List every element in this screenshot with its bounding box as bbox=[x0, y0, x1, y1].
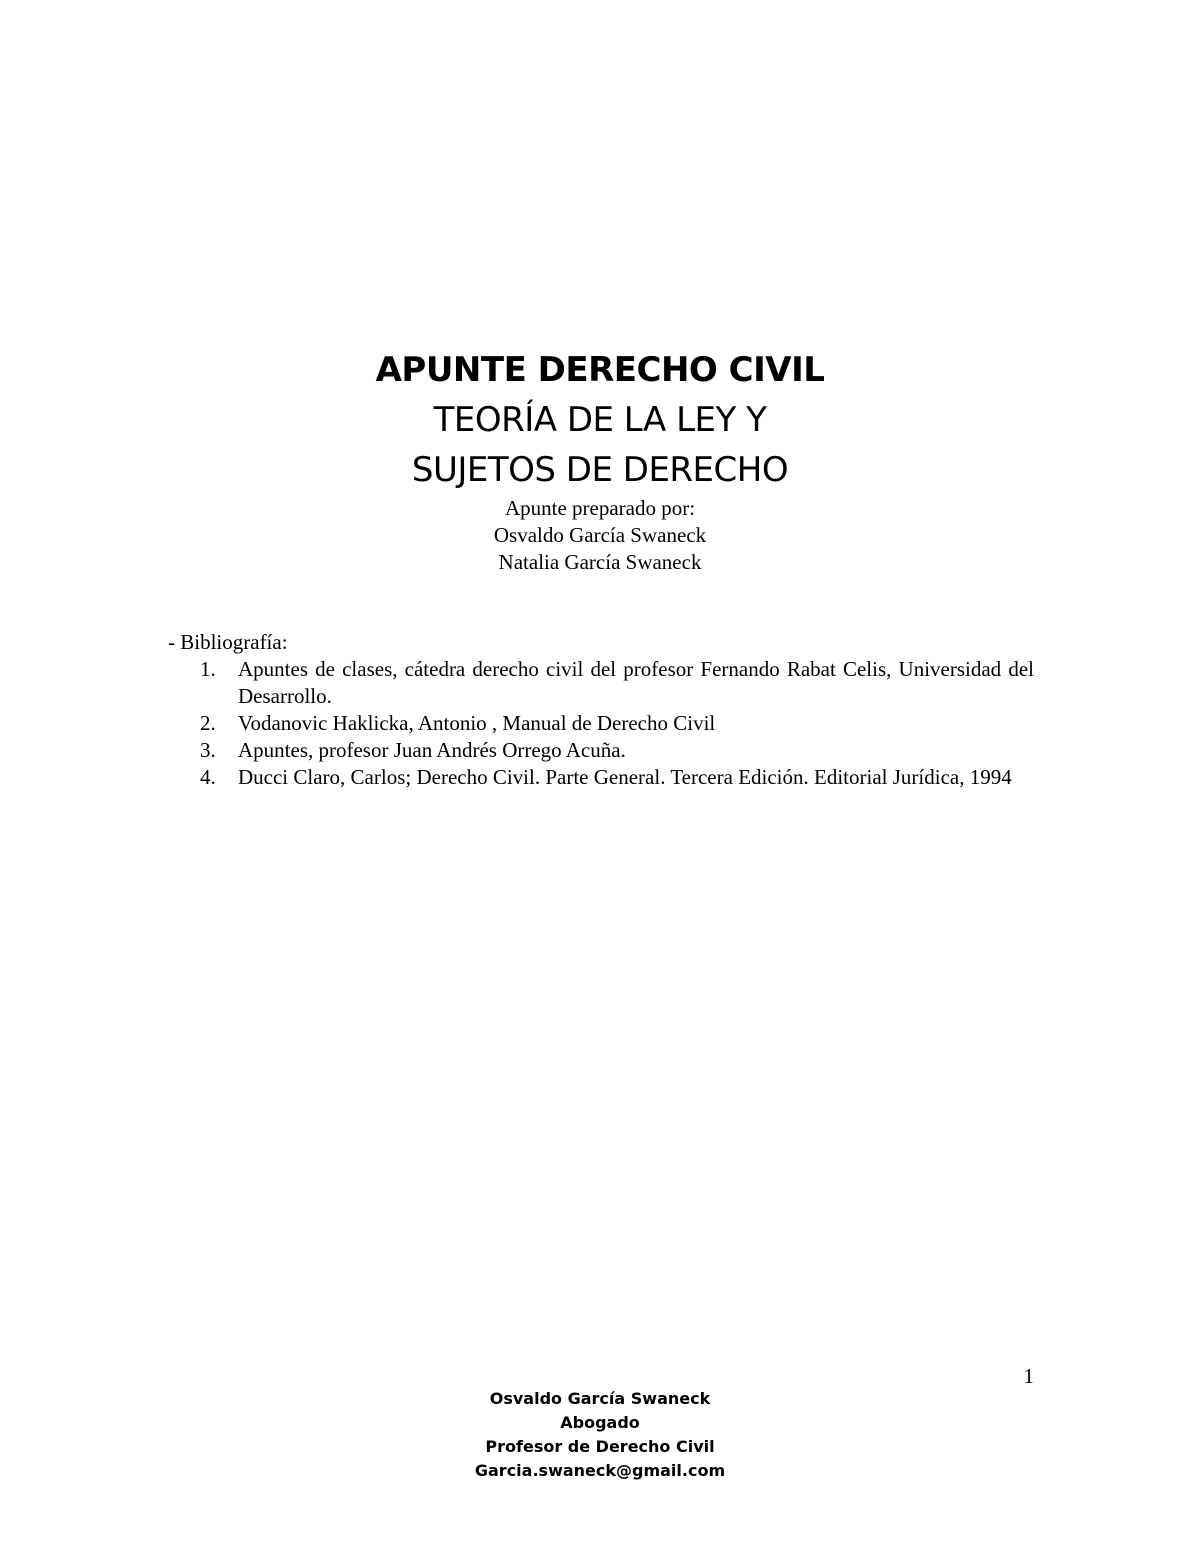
footer-position: Profesor de Derecho Civil bbox=[485, 1437, 715, 1456]
footer bbox=[0, 1387, 1200, 1483]
page-number: 1 bbox=[1023, 1364, 1034, 1388]
list-item bbox=[168, 710, 1034, 737]
footer-role: Abogado bbox=[560, 1413, 640, 1432]
subtitle-line-2: SUJETOS DE DERECHO bbox=[411, 450, 789, 490]
list-item-number: 2. bbox=[200, 711, 216, 735]
footer-email: Garcia.swaneck@gmail.com bbox=[474, 1461, 726, 1480]
prepared-by-label: Apunte preparado por: bbox=[504, 496, 696, 520]
list-item-text: Apuntes, profesor Juan Andrés Orrego Acuña. bbox=[238, 738, 626, 762]
bibliography-list bbox=[168, 656, 1034, 791]
list-item bbox=[168, 737, 1034, 764]
subtitle-line-1: TEORÍA DE LA LEY Y bbox=[433, 400, 767, 440]
list-item bbox=[168, 656, 1034, 710]
title-block bbox=[0, 345, 1200, 576]
bibliography-heading: - Bibliografía: bbox=[168, 630, 288, 654]
page-title: APUNTE DERECHO CIVIL bbox=[375, 350, 825, 390]
author-2: Natalia García Swaneck bbox=[498, 550, 702, 574]
bibliography-section bbox=[168, 629, 1034, 791]
list-item bbox=[168, 764, 1034, 791]
list-item-number: 1. bbox=[200, 657, 216, 681]
list-item-number: 4. bbox=[200, 765, 216, 789]
author-1: Osvaldo García Swaneck bbox=[493, 523, 707, 547]
list-item-text: Vodanovic Haklicka, Antonio , Manual de Derecho Civil bbox=[238, 711, 716, 735]
list-item-number: 3. bbox=[200, 738, 216, 762]
footer-name: Osvaldo García Swaneck bbox=[489, 1389, 711, 1408]
list-item-text: Ducci Claro, Carlos; Derecho Civil. Parte General. Tercera Edición. Editorial Jurídica, 1994 bbox=[238, 765, 1012, 789]
list-item-text: Apuntes de clases, cátedra derecho civil del profesor Fernando Rabat Celis, Universidad del Desarrollo. bbox=[238, 657, 1034, 708]
